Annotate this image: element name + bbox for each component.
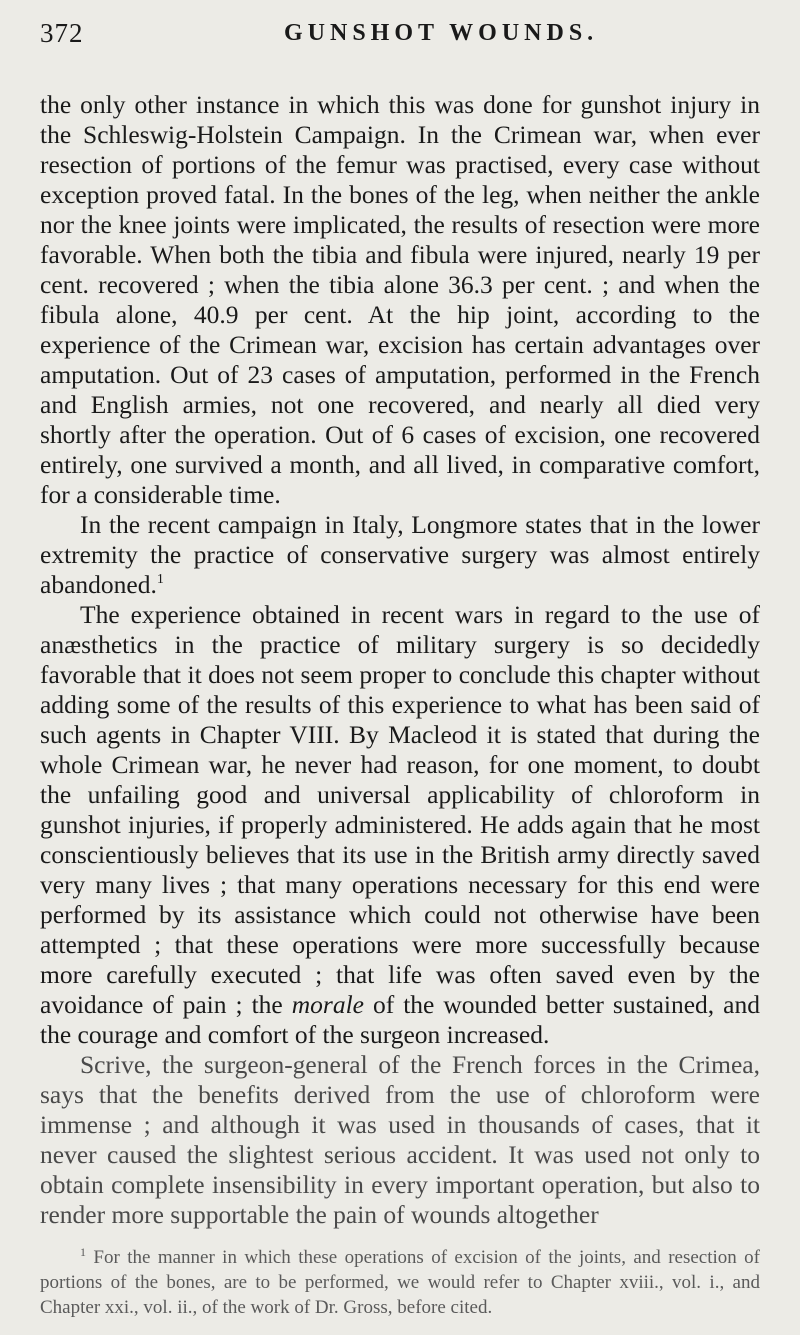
paragraph-2	[40, 510, 760, 600]
page-header	[40, 14, 780, 54]
paragraph-3	[40, 600, 760, 1050]
paragraph-1-text: the only other instance in which this was done for gunshot injury in the Schleswig-Holstein Campaign. In the Crimean war, when ever resection of portions of the femur was practised, every case without exception proved fatal. In the bones of the leg, when neither the ankle nor the knee joints were implicated, the results of resection were more favorable. When both the tibia and fibula were injured, nearly 19 per cent. recovered ; when the tibia alone 36.3 per cent. ; and when the fibula alone, 40.9 per cent. At the hip joint, according to the experience of the Crimean war, excision has certain advantages over amputation. Out of 23 cases of amputation, performed in the French and English armies, not one recovered, and nearly all died very shortly after the operation. Out of 6 cases of excision, one recovered entirely, one survived a month, and all lived, in comparative comfort, for a considerable time.	[40, 90, 760, 509]
footnote-mark: 1	[80, 1245, 86, 1259]
italic-word-morale: morale	[291, 990, 364, 1019]
paragraph-2-text: In the recent campaign in Italy, Longmore states that in the lower extremity the practice of conservative surgery was almost entirely abandoned.	[40, 510, 760, 599]
body-text	[40, 90, 760, 1230]
paragraph-1	[40, 90, 760, 510]
paragraph-3-text-after: of the wounded better sustained, and the courage and comfort of the surgeon increased.	[40, 990, 760, 1049]
paragraph-3-text: The experience obtained in recent wars in regard to the use of anæsthetics in the practice of military surgery is so decidedly favorable that it does not seem proper to conclude this chapter without adding some of the results of this experience to what has been said of such agents in Chapter VIII. By Macleod it is stated that during the whole Crimean war, he never had reason, for one moment, to doubt the unfailing good and universal applicability of chloroform in gunshot injuries, if properly administered. He adds again that he most conscientiously believes that its use in the British army directly saved very many lives ; that many operations necessary for this end were performed by its assistance which could not otherwise have been attempted ; that these operations were more successfully because more carefully executed ; that life was often saved even by the avoidance of pain ; the	[40, 600, 760, 1019]
running-head: GUNSHOT WOUNDS.	[284, 20, 599, 46]
footnote-text: For the manner in which these operations of excision of the joints, and resection of portions of the bones, are to be performed, we would refer to Chapter xviii., vol. i., and Chapter xxi., vol. ii., of the work of Dr. Gross, before cited.	[40, 1247, 760, 1318]
paragraph-4	[40, 1050, 760, 1230]
footnote-ref: 1	[156, 572, 164, 587]
footnote	[40, 1245, 760, 1320]
paragraph-4-text: Scrive, the surgeon-general of the French forces in the Crimea, says that the benefits derived from the use of chloroform were immense ; and although it was used in thousands of cases, that it never caused the slightest serious accident. It was used not only to obtain complete insensibility in every important operation, but also to render more supportable the pain of wounds altogether	[40, 1050, 760, 1229]
page-number: 372	[40, 18, 84, 48]
